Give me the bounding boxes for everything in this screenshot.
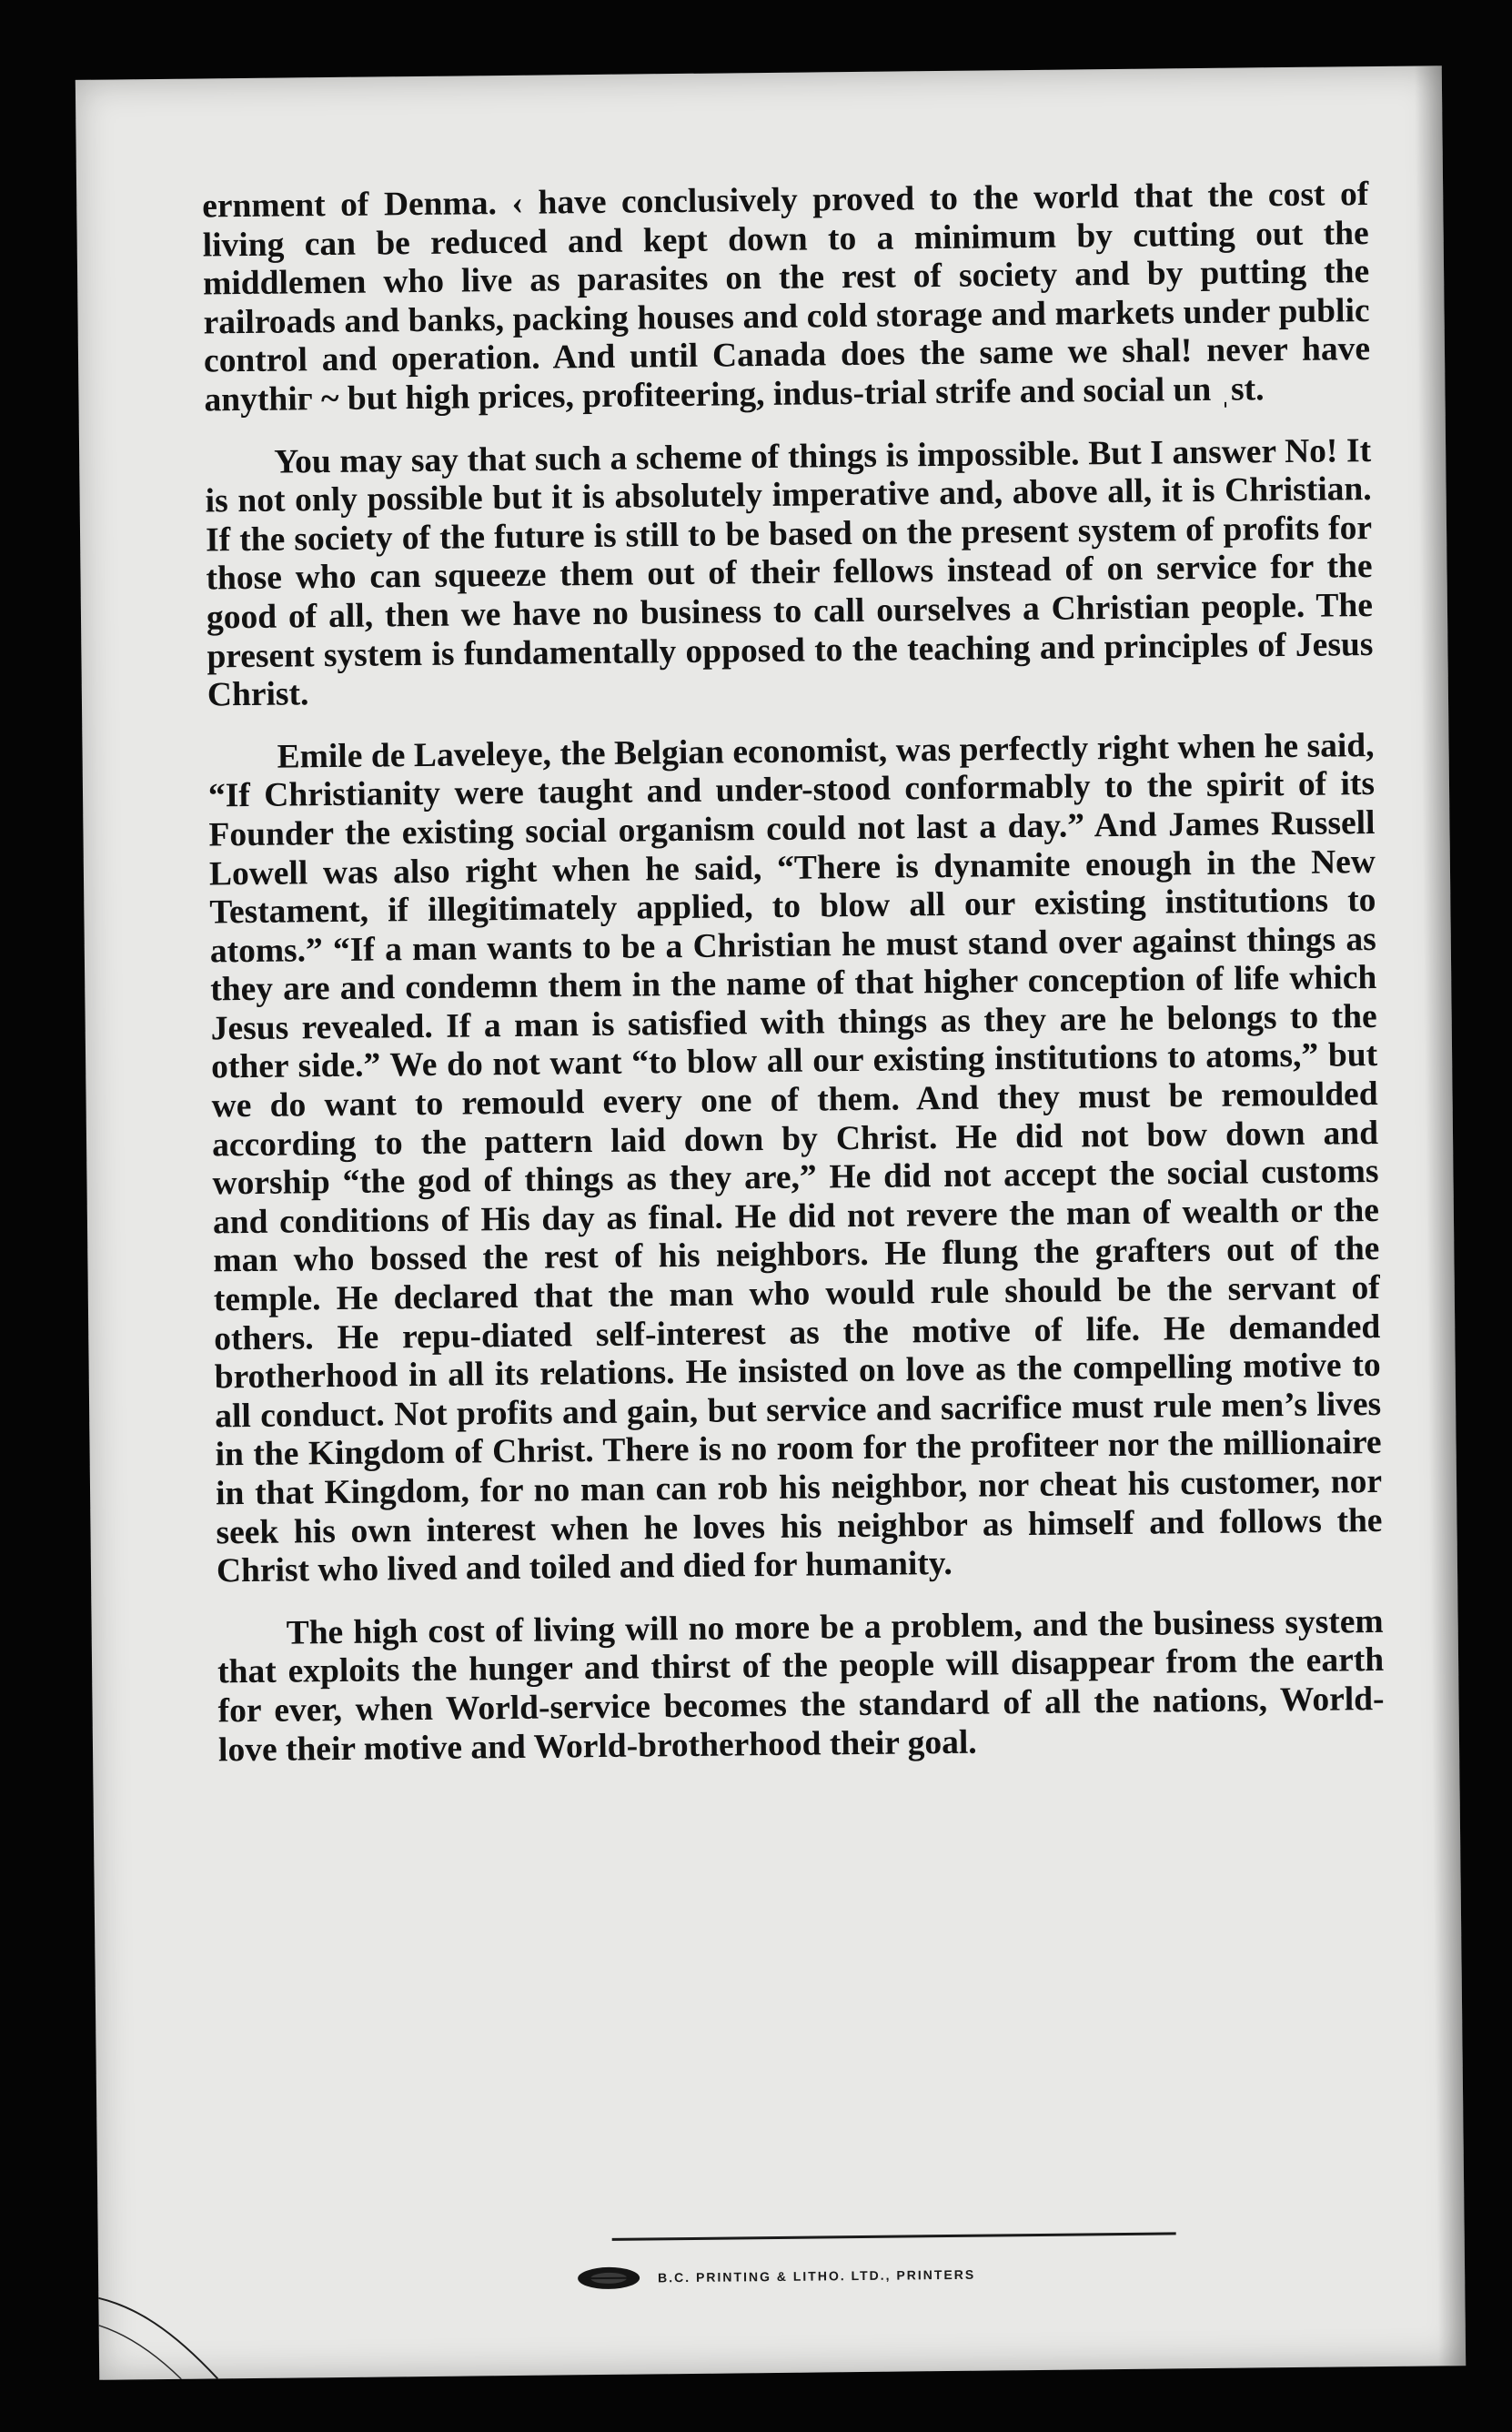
printer-imprint: B.C. PRINTING & LITHO. LTD., PRINTERS <box>658 2266 976 2286</box>
paragraph-1: ernment of Denma. ‹ have conclusively proved to the world that the cost of living can be reduced and kept down to a minimum by cutting out the middlemen who live as parasites on the rest of society and by putting the railroads and banks, packing houses and cold storage and markets under public control and operation. And until Canada does the same we shal! never have anythiг ~ but high prices, profiteering, indus-trial strife and social un ˌst. <box>202 176 1371 419</box>
paragraph-4: The high cost of living will no more be a problem, and the business system that exploits the hunger and thirst of the people will disappear from the earth for ever, when World-service becomes the standard of all the nations, World-love their motive and World-brotherhood their goal. <box>217 1602 1385 1769</box>
paragraph-2: You may say that such a scheme of things is impossible. But I answer No! It is not only possible but it is absolutely imperative and, above all, it is Christian. If the society of the future is still to be based on the present system of profits for those who can squeeze them out of their fellows instead of on service for the good of all, then we have no business to call ourselves a Christian people. The present system is fundamentally opposed to the teaching and principles of Jesus Christ. <box>205 431 1374 714</box>
body-text <box>202 176 1385 1793</box>
printer-footer <box>576 2256 975 2297</box>
paragraph-3: Emile de Laveleye, the Belgian economist, was perfectly right when he said, “If Christianity were taught and under-stood conformably to the spirit of its Founder the existing social organism could not last a day.” And James Russell Lowell was also right when he said, “There is dynamite enough in the New Testament, if illegitimately applied, to blow all our existing institutions to atoms.” “If a man wants to be a Christian he must stand over against things as they are and condemn them in the name of that higher conception of life which Jesus revealed. If a man is satisfied with things as they are he belongs to the other side.” We do not want “to blow all our existing institutions to atoms,” but we do want to remould every one of them. And they must be remoulded according to the pattern laid down by Christ. He did not bow down and worship “the god of things as they are,” He did not accept the social customs and conditions of His day as final. He did not revere the man of wealth or the man who bossed the rest of his neighbors. He flung the grafters out of the temple. He declared that the man who would rule should be the servant of others. He repu-diated self-interest as the motive of life. He demanded brotherhood in all its relations. He insisted on love as the compelling motive to all conduct. Not profits and gain, but service and sacrifice must rule men’s lives in the Kingdom of Christ. There is no room for the profiteer nor the millionaire in that Kingdom, for no man can rob his neighbor, nor cheat his customer, nor seek his own interest when he loves his neighbor as himself and follows the Christ who lived and toiled and died for humanity. <box>207 726 1383 1590</box>
document-page <box>76 66 1466 2380</box>
union-label-icon <box>576 2265 641 2293</box>
paper-corner-marks <box>98 2242 264 2380</box>
footer-rule <box>612 2232 1176 2240</box>
